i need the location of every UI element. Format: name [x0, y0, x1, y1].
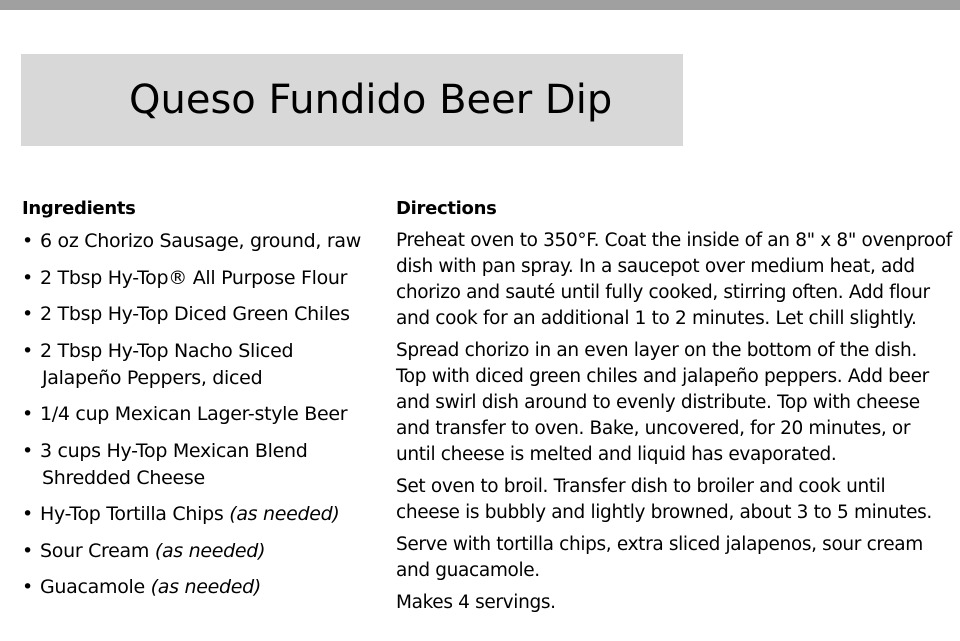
ingredient-text: 2 Tbsp Hy-Top® All Purpose Flour: [40, 266, 348, 289]
ingredient-item: [22, 301, 382, 328]
title-banner: [21, 54, 683, 146]
ingredient-item: [22, 338, 382, 392]
direction-step: Serve with tortilla chips, extra sliced jalapenos, sour cream and guacamole.: [396, 534, 923, 581]
ingredient-text: Hy-Top Tortilla Chips: [40, 503, 224, 525]
ingredients-heading: Ingredients: [22, 198, 136, 219]
ingredient-text: 1/4 cup Mexican Lager-style Beer: [40, 403, 348, 425]
directions-section: [396, 196, 952, 622]
ingredient-text: 2 Tbsp Hy-Top Nacho Sliced: [40, 339, 294, 362]
bullet-icon: •: [22, 303, 33, 325]
ingredient-text: 3 cups Hy-Top Mexican Blend: [40, 439, 308, 462]
ingredient-item: [22, 228, 382, 255]
ingredient-note: (as needed): [150, 576, 261, 598]
ingredient-text-continued: Jalapeño Peppers, diced: [42, 366, 263, 389]
bullet-icon: •: [22, 539, 33, 562]
direction-step: Preheat oven to 350°F. Coat the inside of an 8" x 8" ovenproof dish with pan spray. In a saucepot over medium heat, add chorizo and sauté until fully cooked, stirring often. Add flour and cook for an additional 1 to 2 minutes. Let chill slightly.: [396, 230, 952, 329]
top-bar: [0, 0, 960, 10]
ingredient-note: (as needed): [229, 503, 340, 525]
bullet-icon: •: [22, 230, 33, 252]
bullet-icon: •: [22, 503, 33, 525]
directions-heading: Directions: [396, 198, 497, 219]
ingredient-note: (as needed): [154, 539, 266, 562]
direction-step: Set oven to broil. Transfer dish to broiler and cook until cheese is bubbly and lightly browned, about 3 to 5 minutes.: [396, 476, 932, 523]
ingredient-item: [22, 538, 382, 565]
bullet-icon: •: [22, 339, 33, 362]
ingredient-text: 6 oz Chorizo Sausage, ground, raw: [40, 230, 361, 252]
ingredients-section: [22, 196, 382, 611]
bullet-icon: •: [22, 266, 33, 289]
recipe-title: Queso Fundido Beer Dip: [129, 77, 613, 123]
ingredient-text-continued: Shredded Cheese: [42, 466, 205, 489]
ingredients-list: [22, 228, 382, 601]
bullet-icon: •: [22, 439, 33, 462]
ingredient-item: [22, 574, 382, 601]
ingredient-item: [22, 401, 382, 428]
ingredient-item: [22, 501, 382, 528]
ingredient-item: [22, 265, 382, 292]
ingredient-text: Guacamole: [40, 576, 145, 598]
ingredient-item: [22, 438, 382, 492]
ingredient-text: Sour Cream: [40, 539, 150, 562]
direction-step: Spread chorizo in an even layer on the bottom of the dish. Top with diced green chiles and jalapeño peppers. Add beer and swirl dish around to evenly distribute. Top with cheese and transfer to oven. Bake, uncovered, for 20 minutes, or until cheese is melted and liquid has evaporated.: [396, 340, 929, 465]
servings-note: Makes 4 servings.: [396, 592, 556, 613]
bullet-icon: •: [22, 403, 33, 425]
ingredient-text: 2 Tbsp Hy-Top Diced Green Chiles: [40, 303, 350, 325]
bullet-icon: •: [22, 576, 33, 598]
